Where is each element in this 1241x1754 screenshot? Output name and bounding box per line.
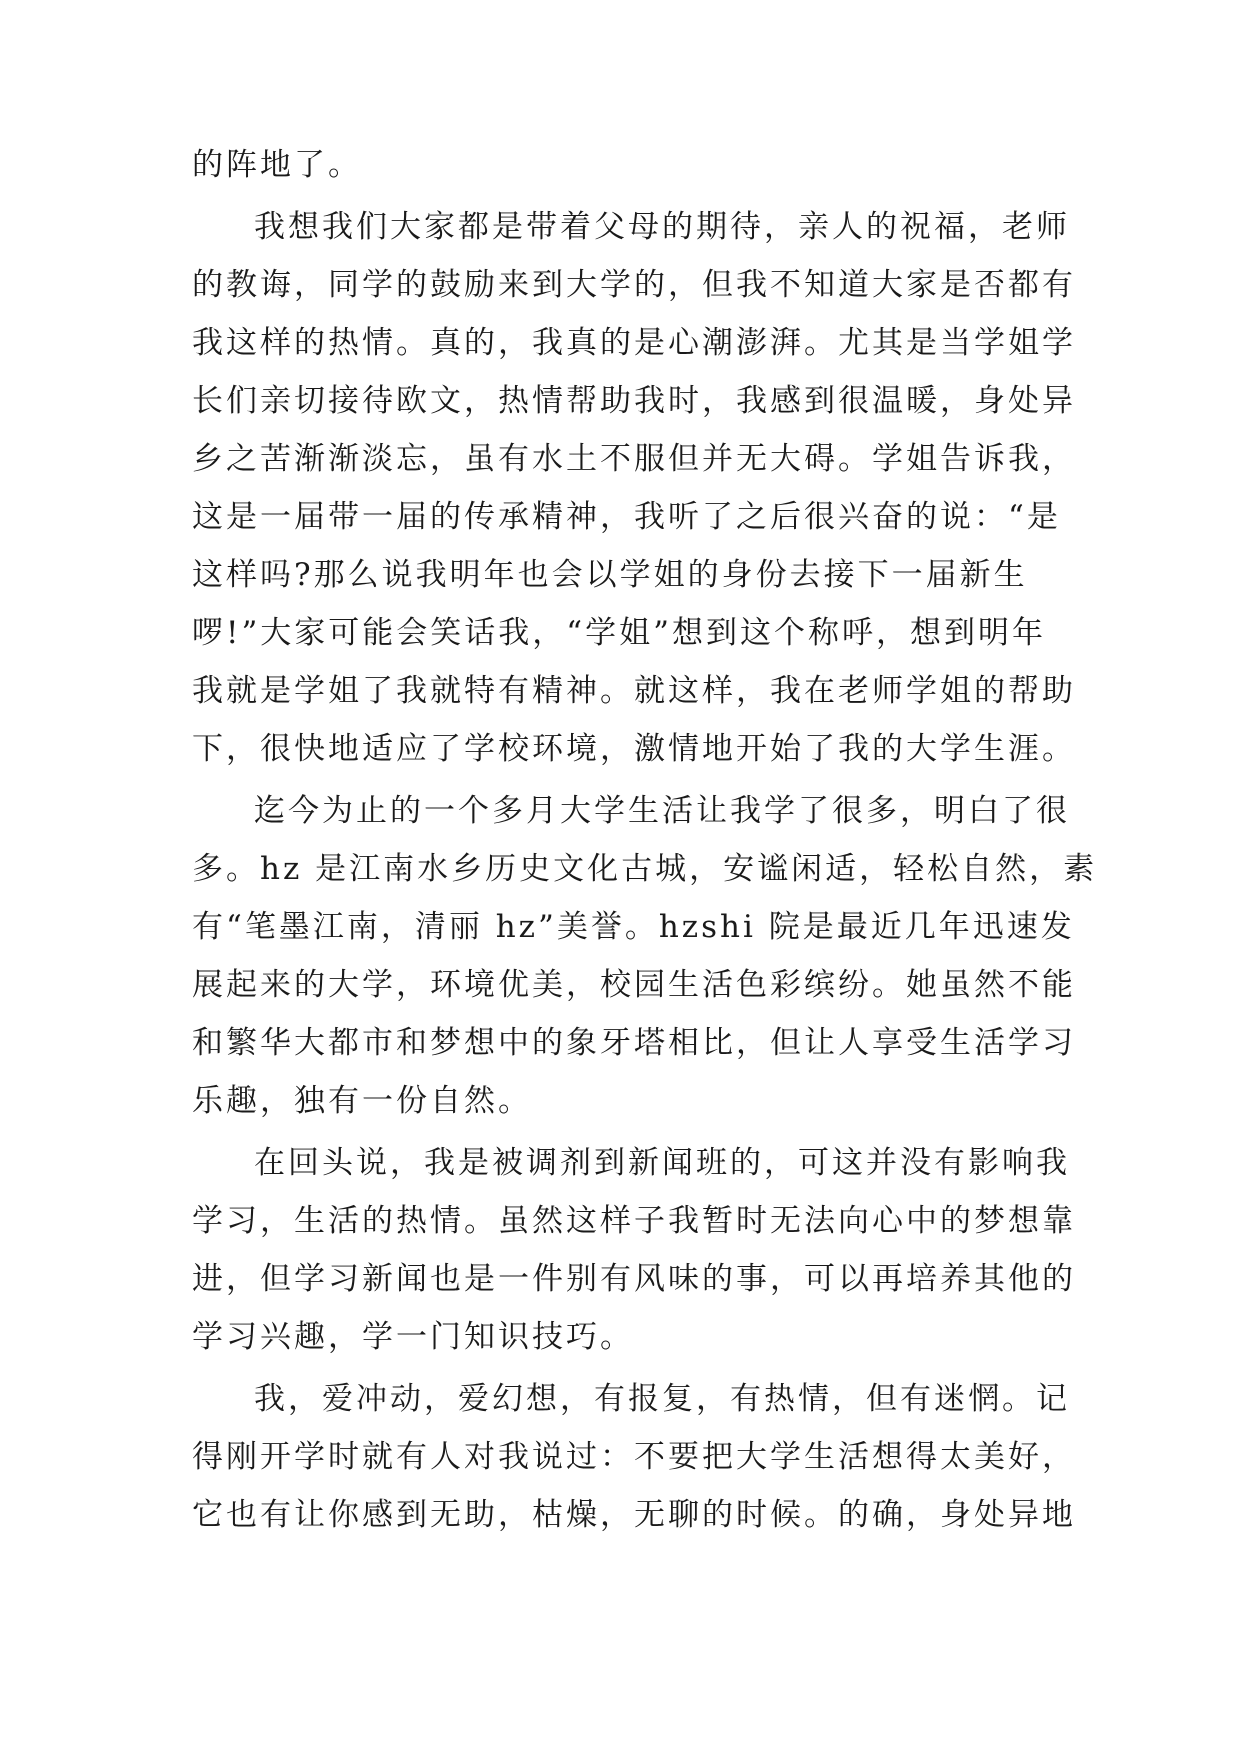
text-line: 学习兴趣，学一门知识技巧。 bbox=[192, 1319, 634, 1355]
text-line: 多。hz 是江南水乡历史文化古城，安谧闲适，轻松自然，素 bbox=[192, 851, 1098, 887]
text-line: 乐趣，独有一份自然。 bbox=[192, 1083, 532, 1119]
text-line: 的阵地了。 bbox=[192, 147, 362, 183]
text-line: 展起来的大学，环境优美，校园生活色彩缤纷。她虽然不能 bbox=[192, 967, 1076, 1003]
paragraph-first-line: 迄今为止的一个多月大学生活让我学了很多，明白了很 bbox=[254, 793, 1070, 829]
text-line: 得刚开学时就有人对我说过：不要把大学生活想得太美好， bbox=[192, 1439, 1076, 1475]
text-line: 有“笔墨江南，清丽 hz”美誉。hzshi 院是最近几年迅速发 bbox=[192, 909, 1075, 945]
text-line: 学习，生活的热情。虽然这样子我暂时无法向心中的梦想靠 bbox=[192, 1203, 1076, 1239]
text-line: 和繁华大都市和梦想中的象牙塔相比，但让人享受生活学习 bbox=[192, 1025, 1076, 1061]
text-line: 我就是学姐了我就特有精神。就这样，我在老师学姐的帮助 bbox=[192, 673, 1076, 709]
text-line: 下，很快地适应了学校环境，激情地开始了我的大学生涯。 bbox=[192, 731, 1076, 767]
text-line: 这样吗?那么说我明年也会以学姐的身份去接下一届新生 bbox=[192, 557, 1028, 593]
text-line: 这是一届带一届的传承精神，我听了之后很兴奋的说：“是 bbox=[192, 499, 1061, 535]
text-line: 啰!”大家可能会笑话我，“学姐”想到这个称呼，想到明年 bbox=[192, 615, 1046, 651]
paragraph-first-line: 我想我们大家都是带着父母的期待，亲人的祝福，老师 bbox=[254, 209, 1070, 245]
text-line: 长们亲切接待欧文，热情帮助我时，我感到很温暖，身处异 bbox=[192, 383, 1076, 419]
text-line: 的教诲，同学的鼓励来到大学的，但我不知道大家是否都有 bbox=[192, 267, 1076, 303]
text-line: 乡之苦渐渐淡忘，虽有水土不服但并无大碍。学姐告诉我， bbox=[192, 441, 1076, 477]
paragraph-first-line: 我，爱冲动，爱幻想，有报复，有热情，但有迷惘。记 bbox=[254, 1381, 1070, 1417]
text-line: 我这样的热情。真的，我真的是心潮澎湃。尤其是当学姐学 bbox=[192, 325, 1076, 361]
text-line: 它也有让你感到无助，枯燥，无聊的时候。的确，身处异地 bbox=[192, 1497, 1076, 1533]
text-line: 进，但学习新闻也是一件别有风味的事，可以再培养其他的 bbox=[192, 1261, 1076, 1297]
paragraph-first-line: 在回头说，我是被调剂到新闻班的，可这并没有影响我 bbox=[254, 1145, 1070, 1181]
